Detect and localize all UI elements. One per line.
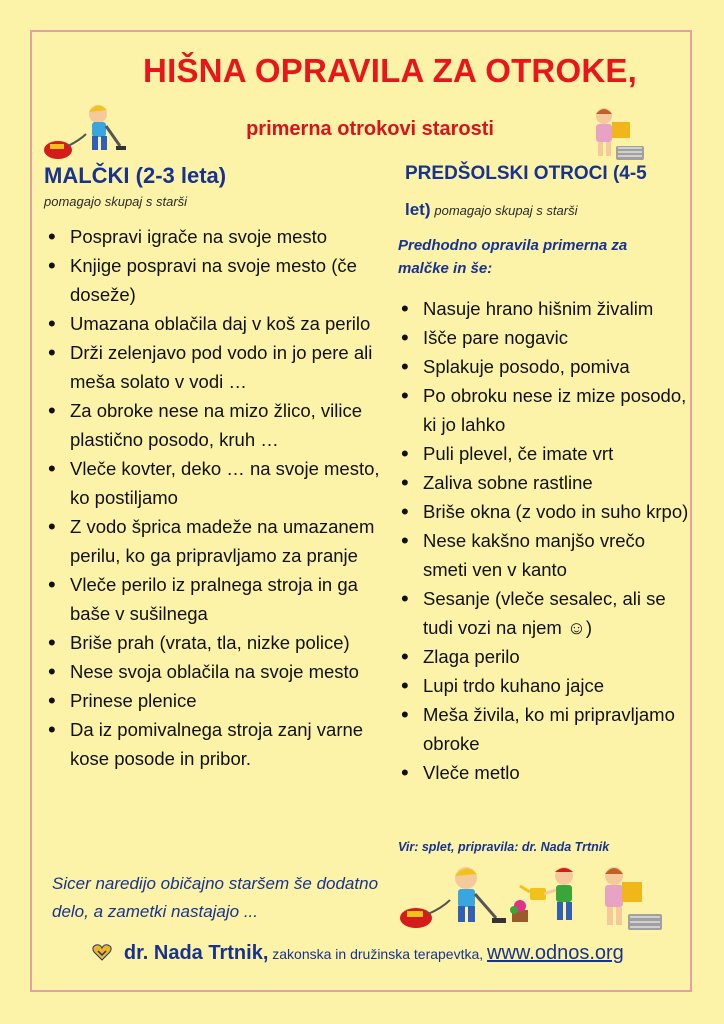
list-item: • Vleče kovter, deko … na svoje mesto, ko postiljamo xyxy=(46,454,386,512)
list-item: • Nese kakšno manjšo vrečo smeti ven v kanto xyxy=(399,526,689,584)
list-item: • Splakuje posodo, pomiva xyxy=(399,352,689,381)
list-item: • Meša živila, ko mi pripravljamo obroke xyxy=(399,700,689,758)
footer xyxy=(92,942,624,965)
list-item: • Knjige pospravi na svoje mesto (če doseže) xyxy=(46,251,386,309)
author-name: dr. Nada Trtnik, xyxy=(123,942,269,964)
list-item: • Za obroke nese na mizo žlico, vilice plastično posodo, kruh … xyxy=(46,396,386,454)
bottom-note: Sicer naredijo običajno staršem še dodatno delo, a zametki nastajajo ... xyxy=(52,874,379,921)
child-vacuuming-illustration-bottom xyxy=(396,862,514,932)
preschool-previous-note: Predhodno opravila primerna za malčke in še: xyxy=(398,237,628,277)
author-role: zakonska in družinska terapevtka, xyxy=(272,946,484,962)
child-laundry-illustration xyxy=(588,104,648,162)
list-item: • Prinese plenice xyxy=(46,686,386,715)
list-item: • Briše okna (z vodo in suho krpo) xyxy=(399,497,689,526)
list-item: • Zaliva sobne rastline xyxy=(399,468,689,497)
list-item: • Z vodo šprica madeže na umazanem perilu, ko ga pripravljamo za pranje xyxy=(46,512,386,570)
list-item: • Zlaga perilo xyxy=(399,642,689,671)
toddler-chores-list xyxy=(46,222,386,773)
list-item: • Da iz pomivalnega stroja zanj varne kose posode in pribor. xyxy=(46,715,386,773)
list-item: • Išče pare nogavic xyxy=(399,323,689,352)
list-item: • Puli plevel, če imate vrt xyxy=(399,439,689,468)
page-subtitle: primerna otrokovi starosti xyxy=(246,118,494,140)
preschool-note: pomagajo skupaj s starši xyxy=(434,203,578,218)
child-laundry-illustration-bottom xyxy=(596,862,668,934)
source-credit: Vir: splet, pripravila: dr. Nada Trtnik xyxy=(398,840,610,854)
list-item: • Vleče perilo iz pralnega stroja in ga baše v sušilnega xyxy=(46,570,386,628)
list-item: • Lupi trdo kuhano jajce xyxy=(399,671,689,700)
list-item: • Umazana oblačila daj v koš za perilo xyxy=(46,309,386,338)
list-item: • Pospravi igrače na svoje mesto xyxy=(46,222,386,251)
toddlers-note: pomagajo skupaj s starši xyxy=(44,194,188,209)
preschool-heading-end: let) xyxy=(405,200,431,219)
toddlers-heading: MALČKI (2-3 leta) xyxy=(44,163,227,188)
child-watering-plants-illustration xyxy=(508,864,588,930)
list-item: • Briše prah (vrata, tla, nizke police) xyxy=(46,628,386,657)
preschool-heading: PREDŠOLSKI OTROCI (4-5 xyxy=(405,163,647,184)
website-link[interactable]: www.odnos.org xyxy=(487,942,624,964)
list-item: • Nasuje hrano hišnim živalim xyxy=(399,294,689,323)
list-item: • Nese svoja oblačila na svoje mesto xyxy=(46,657,386,686)
preschool-chores-list xyxy=(399,294,689,787)
list-item: • Po obroku nese iz mize posodo, ki jo lahko xyxy=(399,381,689,439)
child-vacuuming-illustration xyxy=(40,100,130,162)
list-item: • Vleče metlo xyxy=(399,758,689,787)
list-item: • Sesanje (vleče sesalec, ali se tudi vozi na njem ☺) xyxy=(399,584,689,642)
page-title: HIŠNA OPRAVILA ZA OTROKE, xyxy=(143,52,637,89)
preschool-heading-continued xyxy=(405,200,577,220)
hands-heart-icon xyxy=(92,942,112,962)
list-item: • Drži zelenjavo pod vodo in jo pere ali meša solato v vodi … xyxy=(46,338,386,396)
